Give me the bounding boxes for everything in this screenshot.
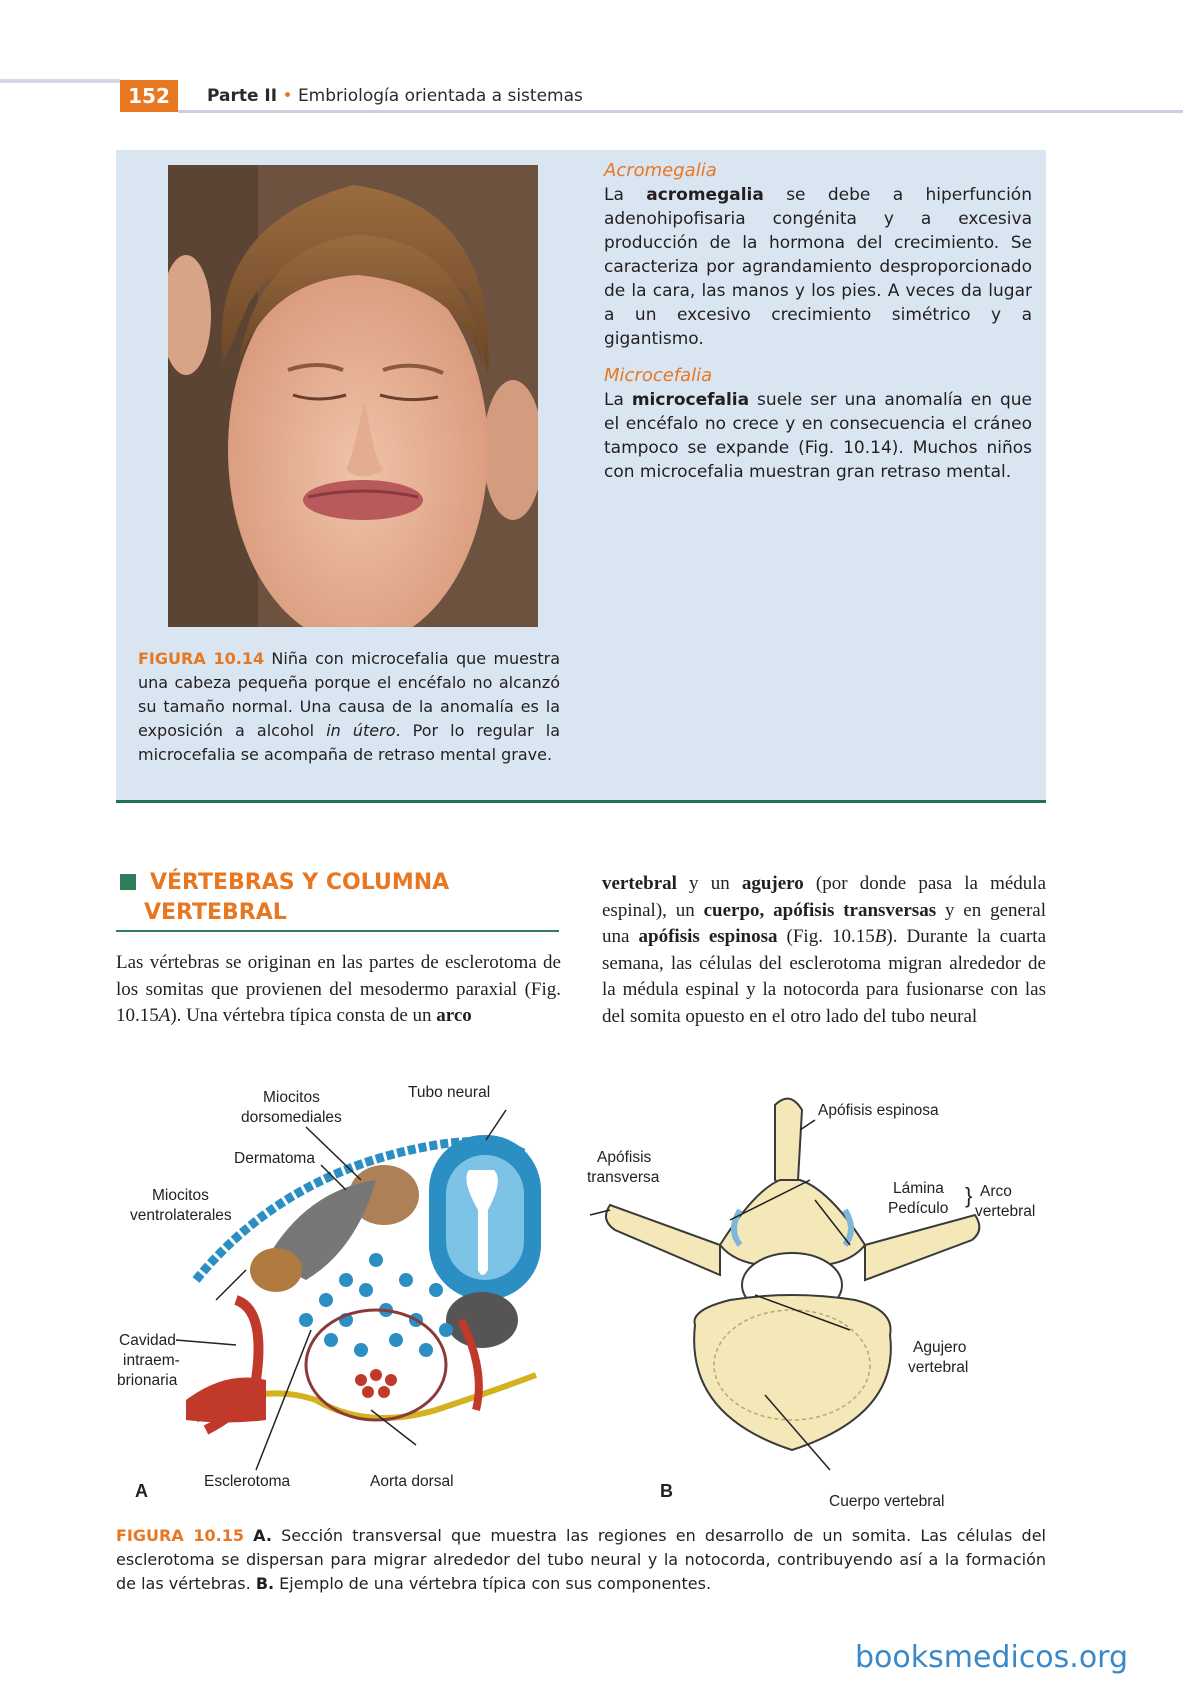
acromegalia-paragraph [604, 183, 1032, 351]
label-miocitos-ventro-1: Miocitos [152, 1187, 209, 1204]
panel-b-label: B [660, 1481, 673, 1501]
brace-icon: } [965, 1183, 973, 1208]
part-label: Parte II [207, 86, 278, 106]
right-bold3: cuerpo, apófisis transversas [703, 899, 937, 921]
sidebar-text [604, 160, 1032, 498]
figure-15-a-text: Sección transversal que muestra las regiones en desarrollo de un somita. Las células del esclerotoma se dispersan para migrar alrededor del tubo neural y la notocorda, contribuyendo así a la formación de las vértebras. [116, 1526, 1046, 1593]
label-transversa-1: Apófisis [597, 1149, 652, 1166]
right-bold4: apófisis espinosa [638, 926, 778, 947]
figure-14-caption [138, 647, 560, 767]
figure-15-b-text: Ejemplo de una vértebra típica con sus componentes. [274, 1574, 712, 1593]
microcefalia-text: suele ser una anomalía en que el encéfalo no crece y en consecuencia el cráneo tampoco se expande (Fig. 10.14). Muchos niños con microcefalia muestran gran retraso mental. [604, 390, 1032, 482]
right-bold1: vertebral [602, 873, 677, 894]
figure-14-label: FIGURA 10.14 [138, 649, 265, 668]
label-cuerpo-vertebral: Cuerpo vertebral [829, 1493, 945, 1510]
right-t4: (Fig. 10.15 [777, 926, 875, 947]
footer-site-link[interactable]: booksmedicos.org [855, 1640, 1129, 1675]
right-t2: (por donde pasa la médula espinal), un [602, 873, 1047, 921]
figure-15-label: FIGURA 10.15 [116, 1526, 244, 1545]
figure-15-caption [116, 1524, 1046, 1596]
section-title-line2: VERTEBRAL [144, 900, 287, 925]
figure-14-text: Niña con microcefalia que muestra una cabeza pequeña porque el encéfalo no alcanzó su tamaño normal. Una causa de la anomalía es la exposición a alcohol [138, 649, 560, 740]
acromegalia-term: acromegalia [646, 185, 764, 205]
label-cavidad-3: brionaria [117, 1372, 178, 1389]
label-agujero-2: vertebral [908, 1359, 969, 1376]
label-agujero-1: Agujero [913, 1339, 967, 1356]
label-apofisis-espinosa: Apófisis espinosa [818, 1102, 939, 1119]
header-rule [178, 110, 1183, 113]
label-cavidad-2: intraem- [123, 1352, 180, 1369]
left-p1-italic: A [158, 1005, 171, 1026]
label-transversa-2: transversa [587, 1169, 660, 1186]
label-arco-1: Arco [980, 1183, 1012, 1200]
label-lamina: Lámina [893, 1180, 944, 1197]
label-tubo-neural: Tubo neural [408, 1084, 491, 1101]
label-esclerotoma: Esclerotoma [204, 1473, 291, 1490]
microcefalia-term: microcefalia [631, 390, 750, 410]
section-label: Embriología orientada a sistemas [297, 86, 583, 106]
left-p1-bold: arco [436, 1005, 472, 1026]
top-rule [0, 79, 120, 83]
figure-14-italic: in útero [326, 721, 396, 740]
label-aorta-dorsal: Aorta dorsal [370, 1473, 454, 1490]
acromegalia-heading: Acromegalia [604, 160, 717, 181]
panel-a-label: A [135, 1481, 148, 1501]
microcefalia-pre: La [604, 390, 632, 410]
label-miocitos-dorso-2: dorsomediales [241, 1109, 342, 1126]
right-italic: B [874, 926, 887, 947]
right-t3: y en general una [602, 899, 1046, 947]
left-column-text [116, 950, 561, 1030]
left-p1-b: ). Una vértebra típica consta de un [170, 1005, 437, 1026]
running-header [207, 86, 583, 106]
microcefalia-paragraph [604, 388, 1032, 484]
left-p1: Las vértebras se originan en las partes de esclerotoma de los somitas que provienen del mesodermo paraxial (Fig. 10.15 [116, 952, 561, 1026]
label-miocitos-ventro-2: ventrolaterales [130, 1207, 232, 1224]
right-bold2: agujero [741, 873, 804, 894]
label-cavidad-1: Cavidad [119, 1332, 176, 1349]
right-t5: ). Durante la cuarta semana, las células del esclerotoma migran alrededor de la médula espinal y la notocorda para fusionarse con las del somita opuesto en el otro lado del tubo neural [602, 926, 1047, 1027]
figure-15-a-label: A. [253, 1526, 272, 1545]
section-rule [116, 930, 559, 932]
page-number: 152 [120, 80, 178, 112]
right-t1: y un [676, 873, 742, 894]
label-dermatoma: Dermatoma [234, 1150, 315, 1167]
section-title-line1: VÉRTEBRAS Y COLUMNA [150, 870, 450, 895]
figure-14-text-end: . Por lo regular la microcefalia se acompaña de retraso mental grave. [138, 721, 561, 764]
box-bottom-rule [116, 800, 1046, 803]
label-arco-2: vertebral [975, 1203, 1036, 1220]
somite-diagram [116, 1080, 586, 1510]
acromegalia-text: se debe a hiperfunción adenohipofisaria congénita y a excesiva producción de la hormona del crecimiento. Se caracteriza por agrandamiento desproporcionado de la cara, las manos y los pies. A veces da lugar a un excesivo crecimiento simétrico y a gigantismo. [604, 185, 1032, 349]
header-separator: • [282, 86, 293, 106]
section-title [120, 868, 449, 928]
label-miocitos-dorso-1: Miocitos [263, 1089, 320, 1106]
acromegalia-pre: La [604, 185, 647, 205]
microcefalia-heading: Microcefalia [604, 365, 713, 386]
figure-15-b-label: B. [255, 1574, 275, 1593]
right-column-text [602, 871, 1046, 1030]
label-pediculo: Pedículo [888, 1200, 949, 1217]
girl-face-photo [168, 165, 538, 627]
